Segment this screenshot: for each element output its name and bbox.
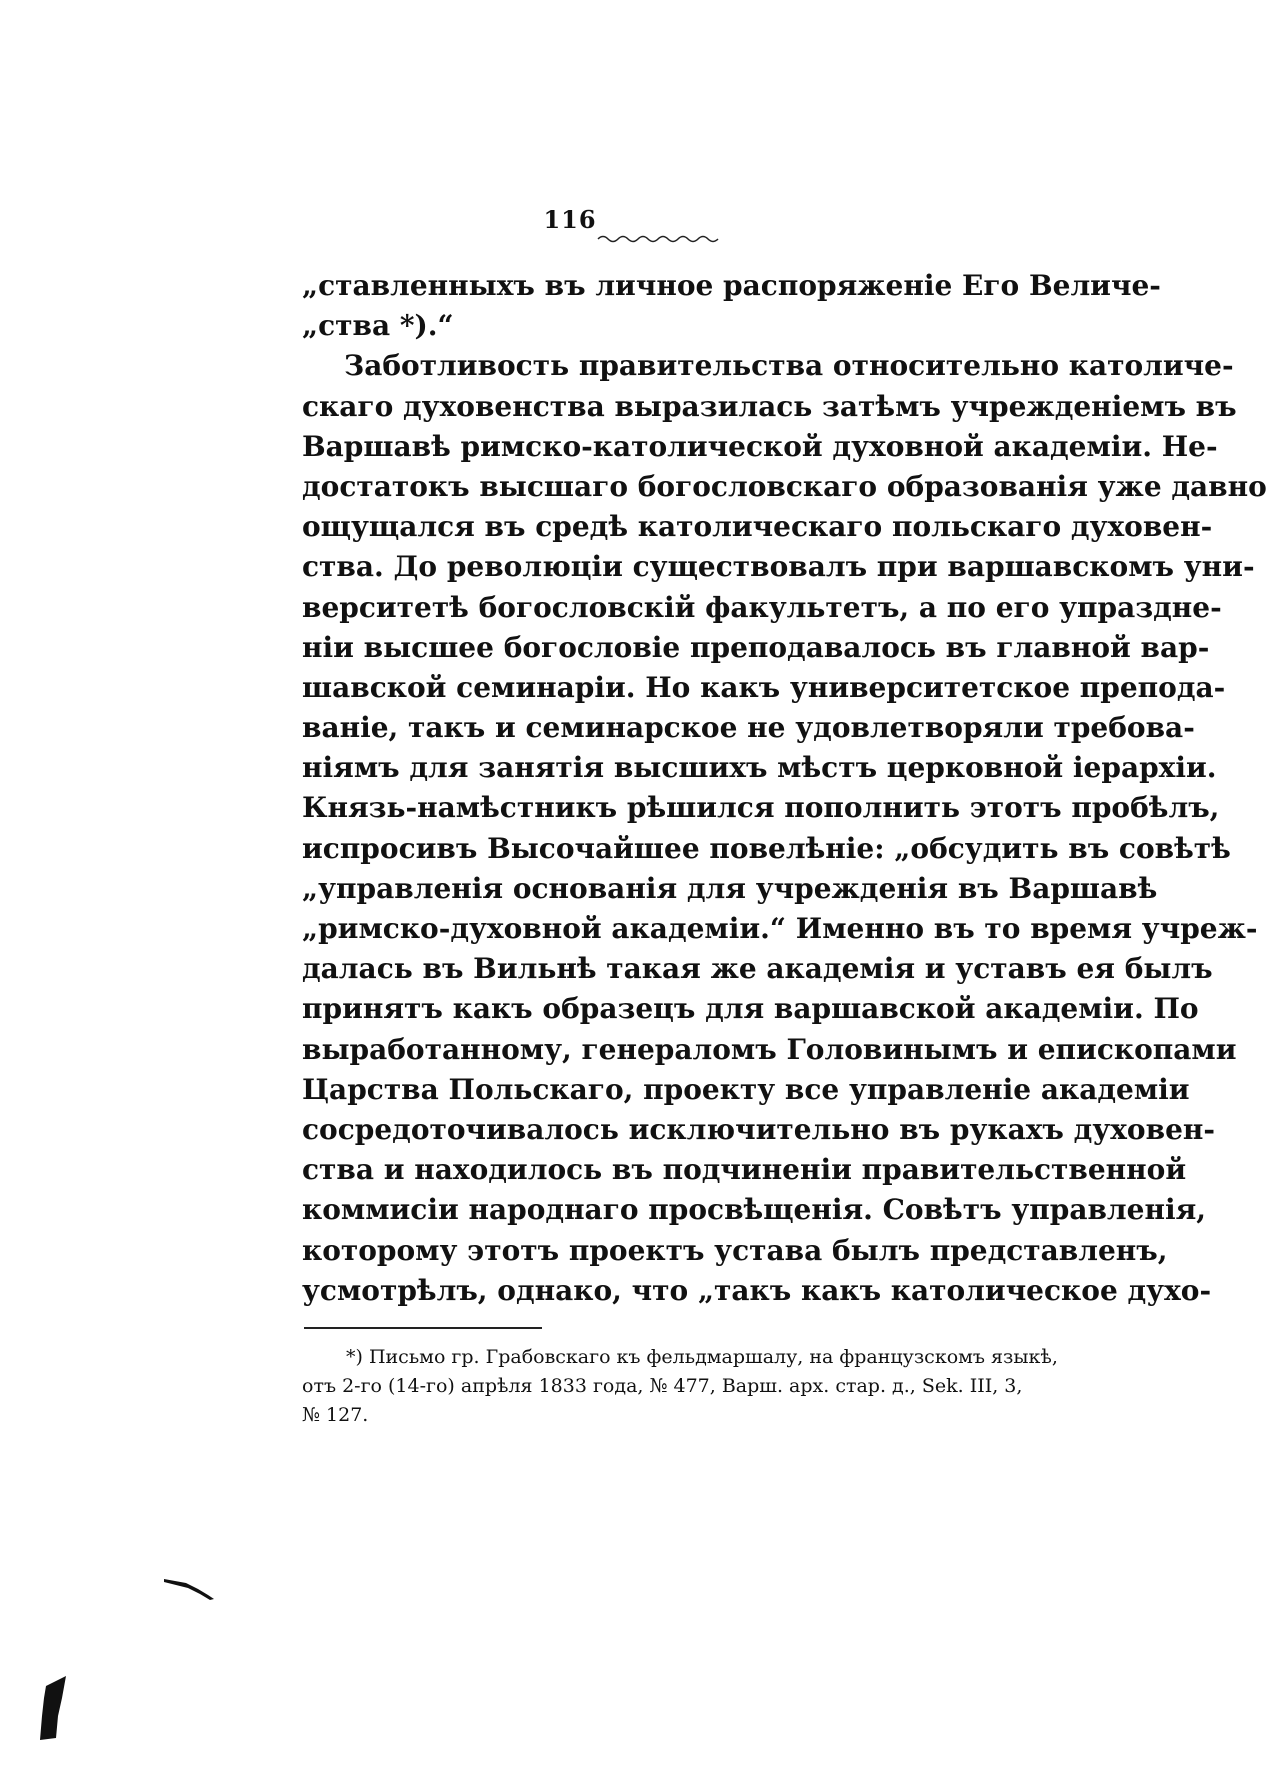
text-line: ніямъ для занятія высшихъ мѣстъ церковной іерархіи. [302, 751, 1217, 785]
text-line: „управленія основанія для учрежденія въ Варшавѣ [302, 871, 1158, 905]
footnote [302, 1343, 1058, 1430]
footnote-line: отъ 2-го (14-го) апрѣля 1833 года, № 477, Варш. арх. стар. д., Sek. III, 3, [302, 1375, 1023, 1397]
scan-artifact-mark [36, 1676, 70, 1740]
footnote-line: № 127. [302, 1404, 369, 1426]
text-line: скаго духовенства выразилась затѣмъ учрежденіемъ въ [302, 389, 1237, 423]
text-line: далась въ Вильнѣ такая же академія и уставъ ея былъ [302, 952, 1213, 986]
text-line: ощущался въ средѣ католическаго польскаго духовен- [302, 510, 1213, 544]
text-line: шавской семинаріи. Но какъ университетское препода- [302, 670, 1226, 704]
footnote-separator [304, 1327, 542, 1329]
page-number-ornament [598, 234, 718, 244]
text-line: испросивъ Высочайшее повелѣніе: „обсудить въ совѣтѣ [302, 831, 1231, 865]
text-line: ніи высшее богословіе преподавалось въ главной вар- [302, 630, 1210, 664]
text-line: ваніе, такъ и семинарское не удовлетворяли требова- [302, 711, 1195, 745]
scan-artifact-mark [164, 1577, 216, 1601]
text-line: коммисіи народнаго просвѣщенія. Совѣтъ управленія, [302, 1193, 1207, 1227]
text-line: принятъ какъ образецъ для варшавской академіи. По [302, 992, 1199, 1026]
text-line: выработанному, генераломъ Головинымъ и епископами [302, 1032, 1237, 1066]
text-line: „ставленныхъ въ личное распоряженіе Его Величе- [302, 269, 1161, 302]
text-line: Царства Польскаго, проекту все управленіе академіи [302, 1072, 1190, 1106]
text-line: верситетѣ богословскій факультетъ, а по его упраздне- [302, 590, 1222, 624]
text-line: ства. До революціи существовалъ при варшавскомъ уни- [302, 550, 1255, 584]
footnote-line: *) Письмо гр. Грабовскаго къ фельдмаршалу, на французскомъ языкѣ, [346, 1346, 1058, 1368]
text-line: которому этотъ проектъ устава былъ представленъ, [302, 1233, 1168, 1267]
text-line: „ства *).“ [302, 309, 454, 343]
text-line: сосредоточивалось исключительно въ рукахъ духовен- [302, 1112, 1215, 1146]
text-line: „римско-духовной академіи.“ Именно въ то время учреж- [302, 912, 1258, 945]
text-line: достатокъ высшаго богословскаго образованія уже давно [302, 469, 1267, 503]
text-line: ства и находилось въ подчиненіи правительственной [302, 1153, 1187, 1187]
main-text [302, 266, 1267, 1311]
page-number: 116 [543, 205, 597, 234]
text-line: усмотрѣлъ, однако, что „такъ какъ католическое духо- [302, 1273, 1212, 1307]
text-line: Варшавѣ римско-католической духовной академіи. Не- [302, 429, 1218, 463]
text-line: Князь-намѣстникъ рѣшился пополнить этотъ пробѣлъ, [302, 791, 1220, 825]
text-line: Заботливость правительства относительно католиче- [344, 349, 1234, 383]
